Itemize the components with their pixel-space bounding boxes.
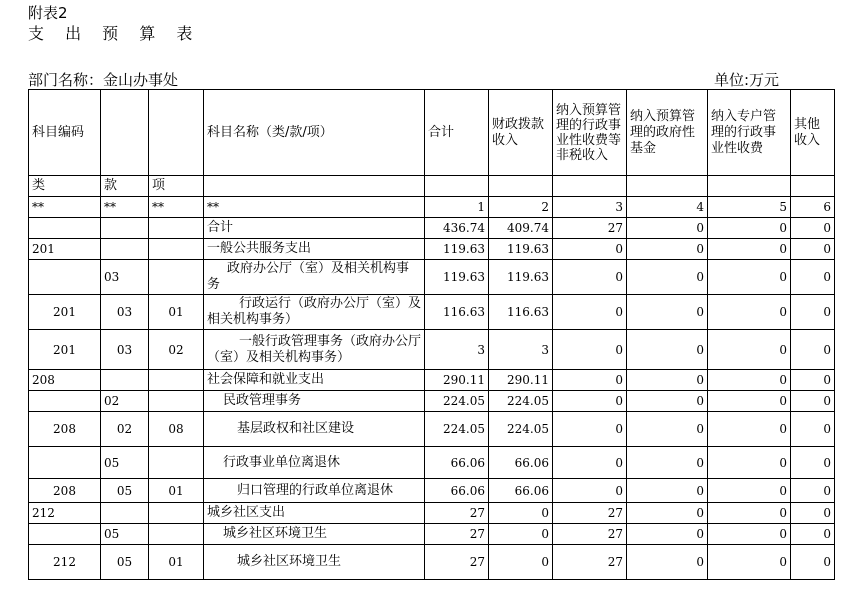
code-lei [29, 260, 101, 295]
amount-fiscal: 224.05 [489, 412, 553, 447]
amount-total: 27 [425, 524, 489, 545]
code-kuan: 05 [101, 479, 149, 503]
code-kuan: 05 [101, 447, 149, 479]
code-lei: 201 [29, 295, 101, 330]
subject-name: 一般行政管理事务（政府办公厅（室）及相关机构事务） [204, 330, 425, 370]
amount-nontax: 0 [553, 260, 627, 295]
amount-other: 0 [791, 260, 835, 295]
amount-nontax: 27 [553, 503, 627, 524]
amount-total: 224.05 [425, 412, 489, 447]
amount-total: 290.11 [425, 370, 489, 391]
amount-fiscal: 0 [489, 524, 553, 545]
amount-govfund: 0 [627, 295, 708, 330]
code-xiang [149, 239, 204, 260]
code-lei: 201 [29, 239, 101, 260]
amount-total: 119.63 [425, 260, 489, 295]
code-lei [29, 447, 101, 479]
subject-name: 城乡社区支出 [204, 503, 425, 524]
table-row [29, 260, 835, 295]
table-row [29, 295, 835, 330]
amount-other: 0 [791, 239, 835, 260]
amount-other: 0 [791, 330, 835, 370]
amount-total: 3 [425, 330, 489, 370]
amount-special: 0 [708, 218, 791, 239]
subheader-xiang: 项 [149, 176, 204, 197]
table-row [29, 370, 835, 391]
code-xiang [149, 391, 204, 412]
subheader-blank [425, 176, 489, 197]
code-lei: 208 [29, 370, 101, 391]
code-xiang: ** [149, 197, 204, 218]
code-kuan [101, 239, 149, 260]
code-kuan: 02 [101, 412, 149, 447]
amount-total: 66.06 [425, 447, 489, 479]
header-name: 科目名称（类/款/项） [204, 90, 425, 176]
amount-govfund: 0 [627, 545, 708, 580]
code-xiang: 02 [149, 330, 204, 370]
amount-special: 0 [708, 447, 791, 479]
amount-other: 6 [791, 197, 835, 218]
code-lei [29, 524, 101, 545]
amount-nontax: 27 [553, 218, 627, 239]
amount-total: 436.74 [425, 218, 489, 239]
amount-special: 0 [708, 370, 791, 391]
subject-name: ** [204, 197, 425, 218]
subheader-row [29, 176, 835, 197]
amount-special: 0 [708, 295, 791, 330]
code-kuan: 03 [101, 330, 149, 370]
amount-special: 0 [708, 391, 791, 412]
budget-table [28, 89, 835, 580]
department-name: 部门名称：金山办事处 [28, 71, 179, 89]
amount-special: 0 [708, 503, 791, 524]
amount-nontax: 0 [553, 447, 627, 479]
amount-special: 0 [708, 330, 791, 370]
code-xiang [149, 370, 204, 391]
header-row [29, 90, 835, 176]
subheader-kuan: 款 [101, 176, 149, 197]
subheader-blank [791, 176, 835, 197]
amount-fiscal: 0 [489, 545, 553, 580]
subject-name: 城乡社区环境卫生 [204, 545, 425, 580]
code-xiang [149, 503, 204, 524]
amount-other: 0 [791, 295, 835, 330]
code-xiang [149, 447, 204, 479]
table-row [29, 330, 835, 370]
amount-other: 0 [791, 391, 835, 412]
amount-other: 0 [791, 545, 835, 580]
amount-govfund: 0 [627, 447, 708, 479]
header-code: 科目编码 [29, 90, 101, 176]
amount-fiscal: 3 [489, 330, 553, 370]
code-lei: 208 [29, 479, 101, 503]
amount-special: 0 [708, 479, 791, 503]
subject-name: 归口管理的行政单位离退休 [204, 479, 425, 503]
amount-total: 116.63 [425, 295, 489, 330]
header-special: 纳入专户管理的行政事业性收费 [708, 90, 791, 176]
amount-fiscal: 119.63 [489, 239, 553, 260]
amount-special: 0 [708, 545, 791, 580]
amount-nontax: 0 [553, 479, 627, 503]
amount-govfund: 0 [627, 391, 708, 412]
amount-govfund: 0 [627, 239, 708, 260]
amount-fiscal: 290.11 [489, 370, 553, 391]
table-row [29, 197, 835, 218]
amount-fiscal: 119.63 [489, 260, 553, 295]
table-row [29, 503, 835, 524]
amount-govfund: 0 [627, 503, 708, 524]
amount-govfund: 0 [627, 370, 708, 391]
code-lei [29, 391, 101, 412]
table-row [29, 447, 835, 479]
header-govfund: 纳入预算管理的政府性基金 [627, 90, 708, 176]
amount-total: 66.06 [425, 479, 489, 503]
header-total: 合计 [425, 90, 489, 176]
code-kuan: 05 [101, 545, 149, 580]
amount-fiscal: 0 [489, 503, 553, 524]
amount-special: 0 [708, 260, 791, 295]
code-lei: ** [29, 197, 101, 218]
code-xiang [149, 218, 204, 239]
amount-other: 0 [791, 370, 835, 391]
amount-special: 5 [708, 197, 791, 218]
amount-fiscal: 2 [489, 197, 553, 218]
code-kuan [101, 370, 149, 391]
code-kuan [101, 503, 149, 524]
amount-total: 27 [425, 503, 489, 524]
code-kuan: 02 [101, 391, 149, 412]
amount-govfund: 0 [627, 218, 708, 239]
amount-total: 224.05 [425, 391, 489, 412]
code-xiang: 01 [149, 479, 204, 503]
table-row [29, 545, 835, 580]
code-xiang [149, 524, 204, 545]
code-lei: 212 [29, 545, 101, 580]
amount-govfund: 0 [627, 412, 708, 447]
code-xiang: 08 [149, 412, 204, 447]
table-row [29, 412, 835, 447]
amount-nontax: 0 [553, 412, 627, 447]
unit-label: 单位:万元 [714, 71, 780, 89]
code-xiang: 01 [149, 295, 204, 330]
amount-nontax: 3 [553, 197, 627, 218]
subject-name: 合计 [204, 218, 425, 239]
table-row [29, 479, 835, 503]
amount-govfund: 0 [627, 524, 708, 545]
subject-name: 基层政权和社区建设 [204, 412, 425, 447]
code-lei: 201 [29, 330, 101, 370]
header-other: 其他收入 [791, 90, 835, 176]
document-title: 支 出 预 算 表 [28, 24, 201, 43]
table-row [29, 218, 835, 239]
code-xiang: 01 [149, 545, 204, 580]
code-lei: 212 [29, 503, 101, 524]
subheader-blank [708, 176, 791, 197]
subheader-blank [204, 176, 425, 197]
code-kuan: ** [101, 197, 149, 218]
code-kuan [101, 218, 149, 239]
amount-other: 0 [791, 218, 835, 239]
amount-fiscal: 66.06 [489, 479, 553, 503]
table-row [29, 524, 835, 545]
amount-total: 27 [425, 545, 489, 580]
subject-name: 政府办公厅（室）及相关机构事务 [204, 260, 425, 295]
subject-name: 行政运行（政府办公厅（室）及相关机构事务） [204, 295, 425, 330]
amount-govfund: 0 [627, 330, 708, 370]
amount-nontax: 0 [553, 295, 627, 330]
code-lei: 208 [29, 412, 101, 447]
header-nontax: 纳入预算管理的行政事业性收费等非税收入 [553, 90, 627, 176]
amount-nontax: 0 [553, 370, 627, 391]
amount-other: 0 [791, 412, 835, 447]
table-body [29, 90, 835, 580]
subheader-lei: 类 [29, 176, 101, 197]
code-xiang [149, 260, 204, 295]
amount-special: 0 [708, 524, 791, 545]
amount-fiscal: 116.63 [489, 295, 553, 330]
amount-govfund: 0 [627, 260, 708, 295]
amount-fiscal: 224.05 [489, 391, 553, 412]
table-row [29, 239, 835, 260]
amount-nontax: 0 [553, 239, 627, 260]
subject-name: 行政事业单位离退休 [204, 447, 425, 479]
header-blank-kuan [101, 90, 149, 176]
amount-other: 0 [791, 524, 835, 545]
amount-total: 119.63 [425, 239, 489, 260]
amount-other: 0 [791, 479, 835, 503]
code-lei [29, 218, 101, 239]
amount-nontax: 27 [553, 524, 627, 545]
amount-nontax: 0 [553, 330, 627, 370]
subject-name: 社会保障和就业支出 [204, 370, 425, 391]
subheader-blank [489, 176, 553, 197]
header-blank-xiang [149, 90, 204, 176]
amount-govfund: 0 [627, 479, 708, 503]
subject-name: 民政管理事务 [204, 391, 425, 412]
header-fiscal: 财政拨款收入 [489, 90, 553, 176]
document-label: 附表2 [28, 4, 68, 22]
code-kuan: 05 [101, 524, 149, 545]
amount-fiscal: 409.74 [489, 218, 553, 239]
code-kuan: 03 [101, 295, 149, 330]
subject-name: 一般公共服务支出 [204, 239, 425, 260]
amount-fiscal: 66.06 [489, 447, 553, 479]
amount-total: 1 [425, 197, 489, 218]
subject-name: 城乡社区环境卫生 [204, 524, 425, 545]
amount-govfund: 4 [627, 197, 708, 218]
amount-special: 0 [708, 412, 791, 447]
table-row [29, 391, 835, 412]
subheader-blank [627, 176, 708, 197]
amount-other: 0 [791, 503, 835, 524]
code-kuan: 03 [101, 260, 149, 295]
subheader-blank [553, 176, 627, 197]
amount-nontax: 27 [553, 545, 627, 580]
amount-nontax: 0 [553, 391, 627, 412]
amount-other: 0 [791, 447, 835, 479]
amount-special: 0 [708, 239, 791, 260]
